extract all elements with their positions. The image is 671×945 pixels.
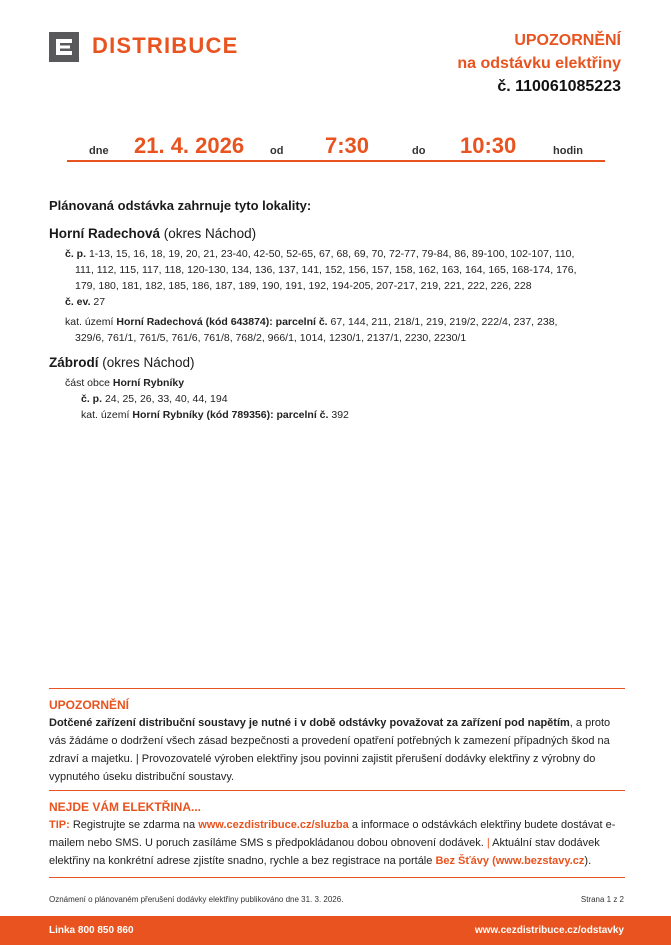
to-label: do: [412, 145, 426, 157]
tip-text-3: Aktuální stav dodávek elektřiny na konkrétní adrese zjistíte snadno, rychle a bez registrace na portále: [49, 837, 600, 867]
cp-values: 1-13, 15, 16, 18, 19, 20, 21, 23-40, 42-50, 52-65, 67, 68, 69, 70, 72-77, 79-84, 86, 89-100, 102-107, 110,: [88, 248, 575, 260]
tip-text: [49, 816, 629, 870]
warning-bold: Dotčené zařízení distribuční soustavy je nutné i v době odstávky považovat za zařízení pod napětím: [49, 717, 570, 729]
location-title: [49, 355, 195, 370]
kat-name: Horní Radechová (kód 643874): parcelní č.: [116, 316, 328, 328]
kat-values: 67, 144, 211, 218/1, 219, 219/2, 222/4, 237, 238,: [330, 316, 558, 328]
tip-text-2: a informace o odstávkách elektřiny budete dostávat e-mailem nebo SMS. U poruch zasíláme SMS s předpokládanou dobou obnovení dodávek.: [49, 819, 616, 849]
cp-values: 179, 180, 181, 182, 185, 186, 187, 189, 190, 191, 192, 194-205, 207-217, 219, 221, 222, 226, 228: [75, 280, 532, 292]
part-name: Horní Rybníky: [112, 377, 185, 389]
kat-values: 392: [331, 409, 349, 421]
outage-to: 10:30: [460, 133, 517, 158]
notice-number: č. 110061085223: [497, 78, 621, 95]
tip-label: TIP:: [49, 819, 70, 831]
notice-title: UPOZORNĚNÍ: [514, 32, 621, 49]
location-district: (okres Náchod): [163, 226, 257, 241]
bezstavy-link[interactable]: www.bezstavy.cz: [495, 855, 585, 867]
outage-from: 7:30: [325, 133, 370, 158]
ce-value: 27: [93, 296, 106, 308]
cp-values: 24, 25, 26, 33, 40, 44, 194: [104, 393, 228, 405]
outage-date: 21. 4. 2026: [134, 133, 245, 158]
page-number: Strana 1 z 2: [580, 895, 624, 904]
section-divider: [49, 790, 625, 791]
cp-block: [65, 246, 625, 310]
from-label: od: [270, 145, 284, 157]
location-title: [49, 226, 256, 241]
date-divider: [67, 160, 605, 162]
hours-label: hodin: [553, 145, 583, 157]
location-district: (okres Náchod): [102, 355, 195, 370]
kat-block: [65, 314, 635, 346]
locations-intro: Plánovaná odstávka zahrnuje tyto lokality:: [49, 198, 312, 213]
kat-name: Horní Rybníky: [132, 409, 204, 421]
hotline[interactable]: Linka 800 850 860: [49, 925, 134, 936]
brand-name: DISTRIBUCE: [92, 33, 239, 58]
warning-text: [49, 714, 627, 786]
location-name: Zábrodí: [49, 355, 99, 370]
outages-link[interactable]: www.cezdistribuce.cz/odstavky: [474, 925, 624, 936]
kat-prefix: kat. území: [81, 409, 130, 421]
part-prefix: část obce: [65, 377, 110, 389]
tip-title: NEJDE VÁM ELEKTŘINA...: [49, 800, 202, 814]
publication-note: Oznámení o plánovaném přerušení dodávky elektřiny publikováno dne 31. 3. 2026.: [49, 895, 344, 904]
part-block: [65, 375, 625, 423]
cez-logo-icon: [49, 32, 79, 62]
warning-rest: , a proto vás žádáme o dodržení všech zásad bezpečnosti a provedení opatření potřebných k zamezení případných škod na zdraví a majetku. | Provozovatelé výroben elektřiny jsou povinni zajistit přerušení dodávky elektřiny z výrobny do vypnutého úseku distribuční soustavy.: [49, 717, 611, 783]
kat-values: 329/6, 761/1, 761/5, 761/6, 761/8, 768/2, 966/1, 1014, 1230/1, 2137/1, 2230, 2230/1: [75, 332, 467, 344]
paren-close: ).: [584, 855, 592, 867]
cp-values: 111, 112, 115, 117, 118, 120-130, 134, 136, 137, 141, 152, 156, 157, 158, 162, 163, 164, 165, 168-174, 176,: [75, 264, 577, 276]
tip-text-1: Registrujte se zdarma na: [72, 819, 196, 831]
portal-name[interactable]: Bez Šťávy: [435, 855, 490, 867]
service-link[interactable]: www.cezdistribuce.cz/sluzba: [198, 819, 349, 831]
date-label: dne: [89, 145, 109, 157]
section-divider: [49, 688, 625, 689]
cp-label: č. p.: [81, 393, 103, 405]
section-divider: [49, 877, 625, 878]
ce-label: č. ev.: [65, 296, 91, 308]
tip-separator: |: [486, 837, 490, 849]
cp-label: č. p.: [65, 248, 87, 260]
notice-subtitle: na odstávku elektřiny: [457, 55, 621, 72]
kat-prefix: kat. území: [65, 316, 114, 328]
paren-open: (: [492, 855, 496, 867]
kat-code: (kód 789356): parcelní č.: [206, 409, 329, 421]
location-name: Horní Radechová: [49, 226, 161, 241]
warning-title: UPOZORNĚNÍ: [49, 698, 130, 712]
